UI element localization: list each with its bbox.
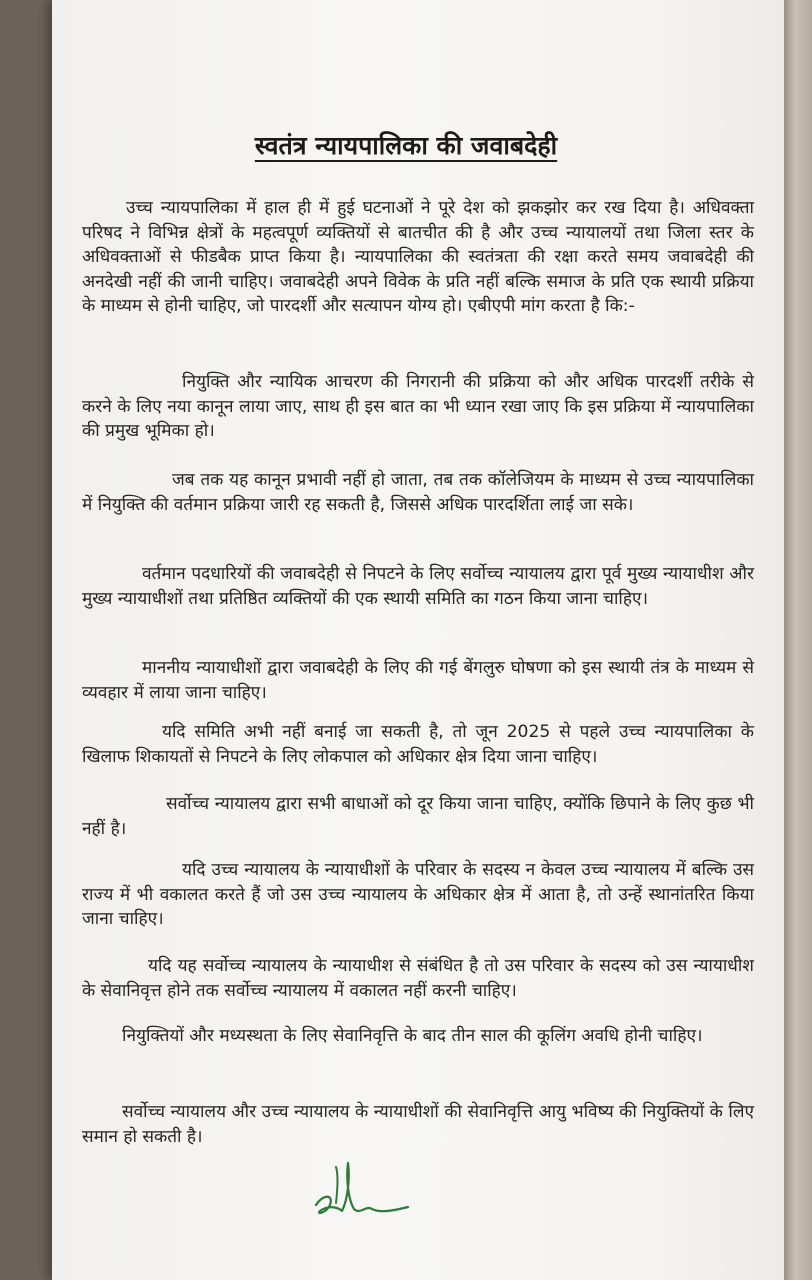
paragraph-text: वर्तमान पदधारियों की जवाबदेही से निपटने के लिए सर्वोच्च न्यायालय द्वारा पूर्व मुख्य न्यायाधीश और मुख्य न्यायाधीशों तथा प्रतिष्ठित व्यक्तियों की एक स्थायी समिति का गठन किया जाना चाहिए। [82,564,754,609]
paragraph-text: नियुक्तियों और मध्यस्थता के लिए सेवानिवृत्ति के बाद तीन साल की कूलिंग अवधि होनी चाहिए। [122,1026,703,1046]
paragraph-demand-4 [82,656,754,705]
paragraph-text: नियुक्ति और न्यायिक आचरण की निगरानी की प्रक्रिया को और अधिक पारदर्शी तरीके से करने के लिए नया कानून लाया जाए, साथ ही इस बात का भी ध्यान रखा जाए कि इस प्रक्रिया में न्यायपालिका की प्रमुख भूमिका हो। [82,372,754,441]
paragraph-demand-2 [82,468,754,517]
document-page [52,0,784,1280]
document-title: स्वतंत्र न्यायपालिका की जवाबदेही [254,131,558,160]
paragraph-demand-7 [82,858,754,932]
paragraph-demand-9 [82,1024,754,1049]
paragraph-text: सर्वोच्च न्यायालय द्वारा सभी बाधाओं को दूर किया जाना चाहिए, क्योंकि छिपाने के लिए कुछ भी नहीं है। [82,794,754,839]
paragraph-text: सर्वोच्च न्यायालय और उच्च न्यायालय के न्यायाधीशों की सेवानिवृत्ति आयु भविष्य की नियुक्तियों के लिए समान हो सकती है। [82,1102,754,1147]
paragraph-demand-10 [82,1100,754,1149]
paragraph-text: यदि समिति अभी नहीं बनाई जा सकती है, तो जून 2025 से पहले उच्च न्यायपालिका के खिलाफ शिकायतों से निपटने के लिए लोकपाल को अधिकार क्षेत्र दिया जाना चाहिए। [82,722,754,767]
paragraph-text: यदि यह सर्वोच्च न्यायालय के न्यायाधीश से संबंधित है तो उस परिवार के सदस्य को उस न्यायाधीश के सेवानिवृत्त होने तक सर्वोच्च न्यायालय में वकालत नहीं करनी चाहिए। [82,956,754,1001]
paragraph-demand-8 [82,954,754,1003]
paragraph-text: यदि उच्च न्यायालय के न्यायाधीशों के परिवार के सदस्य न केवल उच्च न्यायालय में बल्कि उस राज्य में भी वकालत करते हैं जो उस उच्च न्यायालय के अधिकार क्षेत्र में आता है, तो उन्हें स्थानांतरित किया जाना चाहिए। [82,860,754,929]
paragraph-demand-6 [82,792,754,841]
paragraph-text: उच्च न्यायपालिका में हाल ही में हुई घटनाओं ने पूरे देश को झकझोर कर रख दिया है। अधिवक्ता परिषद ने विभिन्न क्षेत्रों के महत्वपूर्ण व्यक्तियों से बातचीत की है और उच्च न्यायालयों तथा जिला स्तर के अधिवक्ताओं से फीडबैक प्राप्त किया है। न्यायपालिका की स्वतंत्रता की रक्षा करते समय जवाबदेही की अनदेखी नहीं की जानी चाहिए। जवाबदेही अपने विवेक के प्रति नहीं बल्कि समाज के प्रति एक स्थायी प्रक्रिया के माध्यम से होनी चाहिए, जो पारदर्शी और सत्यापन योग्य हो। एबीएपी मांग करता है कि:- [82,198,754,316]
paragraph-demand-5 [82,720,754,769]
signature [308,1155,418,1225]
paragraph-intro [82,196,754,319]
paragraph-demand-3 [82,562,754,611]
paragraph-text: माननीय न्यायाधीशों द्वारा जवाबदेही के लिए की गई बेंगलुरु घोषणा को इस स्थायी तंत्र के माध्यम से व्यवहार में लाया जाना चाहिए। [82,658,754,703]
paragraph-text: जब तक यह कानून प्रभावी नहीं हो जाता, तब तक कॉलेजियम के माध्यम से उच्च न्यायपालिका में नियुक्ति की वर्तमान प्रक्रिया जारी रह सकती है, जिससे अधिक पारदर्शिता लाई जा सके। [82,470,754,515]
page-edge-shadow [784,0,812,1280]
paragraph-demand-1 [82,370,754,444]
